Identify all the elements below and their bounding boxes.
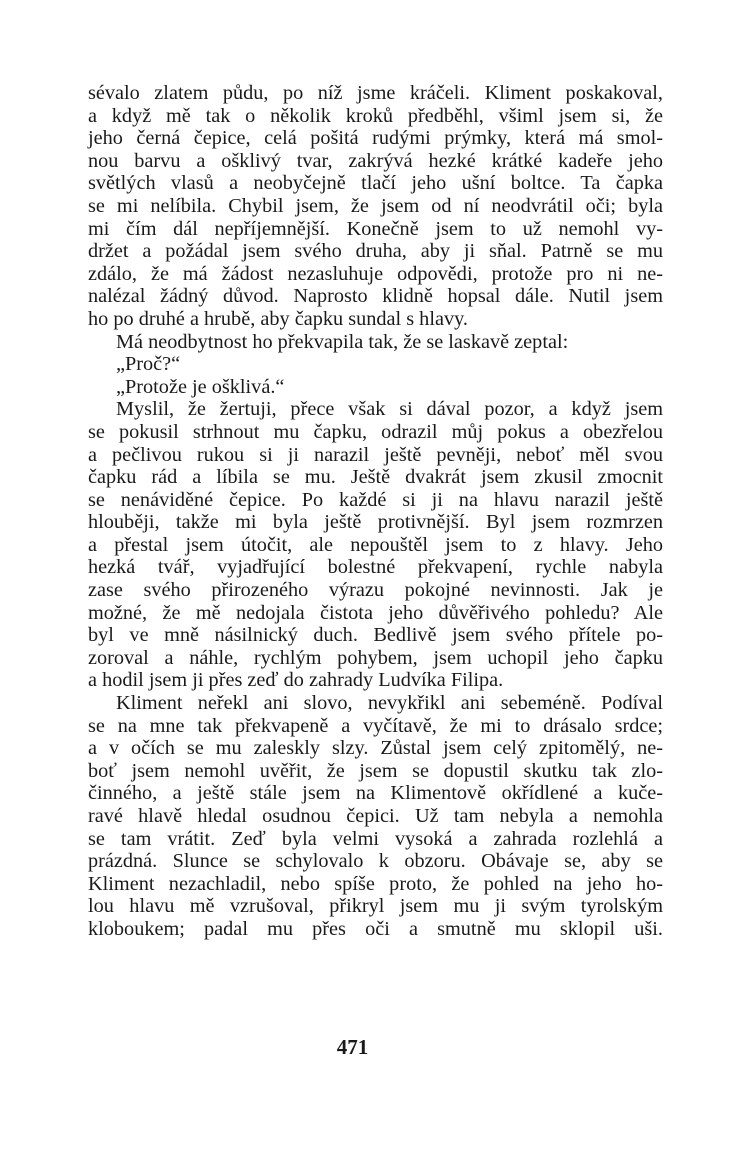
text-line: čapku rád a líbila se mu. Ještě dvakrát jsem zkusil zmocnit	[88, 466, 663, 489]
text-line: možné, že mě nedojala čistota jeho důvěřivého pohledu? Ale	[88, 601, 663, 624]
text-line: boť jsem nemohl uvěřit, že jsem se dopustil skutku tak zlo-	[88, 759, 663, 782]
page-number: 471	[336, 1035, 369, 1059]
text-line: se mi nelíbila. Chybil jsem, že jsem od ní neodvrátil oči; byla	[88, 194, 663, 217]
text-line: a v očích se mu zaleskly slzy. Zůstal jsem celý zpitomělý, ne-	[88, 737, 663, 760]
text-line: zase svého přirozeného výrazu pokojné nevinnosti. Jak je	[88, 579, 663, 602]
text-line: Myslil, že žertuji, přece však si dával pozor, a když jsem	[116, 398, 663, 421]
text-line: ravé hlavě hledal osudnou čepici. Už tam nebyla a nemohla	[88, 805, 663, 827]
text-line: se pokusil strhnout mu čapku, odrazil můj pokus a obezřelou	[88, 420, 663, 443]
text-line: a pečlivou rukou si ji narazil ještě pevněji, neboť měl svou	[88, 443, 663, 466]
text-line: ho po druhé a hrubě, aby čapku sundal s hlavy.	[88, 307, 468, 330]
text-line: „Proč?“	[116, 353, 181, 376]
text-line: a když mě tak o několik kroků předběhl, všiml jsem si, že	[88, 104, 663, 127]
paragraph	[88, 82, 663, 331]
paragraph	[88, 331, 663, 354]
text-line: se tam vrátit. Zeď byla velmi vysoká a zahrada rozlehlá a	[88, 827, 663, 850]
text-line: Kliment nezachladil, nebo spíše proto, že pohled na jeho ho-	[88, 872, 663, 895]
text-line: jeho černá čepice, celá pošitá rudými prýmky, která má smol-	[88, 127, 663, 150]
text-line: zdálo, že má žádost nezasluhuje odpovědi, protože pro ni ne-	[88, 262, 663, 285]
text-line: sévalo zlatem půdu, po níž jsme kráčeli. Kliment poskakoval,	[88, 82, 663, 104]
text-line: hezká tvář, vyjadřující bolestné překvapení, rychle nabyla	[88, 556, 663, 579]
text-line: a hodil jsem ji přes zeď do zahrady Ludvíka Filipa.	[88, 669, 504, 692]
text-line: lou hlavu mě vzrušoval, přikryl jsem mu ji svým tyrolským	[88, 895, 663, 918]
text-line: nalézal žádný důvod. Naprosto klidně hopsal dále. Nutil jsem	[88, 285, 663, 308]
text-line: se na mne tak překvapeně a vyčítavě, že mi to drásalo srdce;	[88, 714, 663, 737]
body-text	[88, 82, 663, 941]
text-line: držet a požádal jsem svého druha, aby ji sňal. Patrně se mu	[88, 240, 663, 263]
text-line: kloboukem; padal mu přes oči a smutně mu sklopil uši.	[88, 917, 663, 940]
text-line: „Protože je ošklivá.“	[116, 375, 285, 398]
text-line: a přestal jsem útočit, ale nepouštěl jsem to z hlavy. Jeho	[88, 533, 663, 556]
paragraph	[88, 692, 663, 941]
text-line: prázdná. Slunce se schylovalo k obzoru. Obávaje se, aby se	[88, 850, 663, 873]
text-line: byl ve mně násilnický duch. Bedlivě jsem svého přítele po-	[88, 624, 663, 647]
text-line: světlých vlasů a neobyčejně tlačí jeho ušní boltce. Ta čapka	[88, 172, 663, 195]
paragraph	[88, 353, 663, 376]
paragraph	[88, 398, 663, 692]
text-line: hlouběji, takže mi byla ještě protivnější. Byl jsem rozmrzen	[88, 511, 663, 534]
text-line: Kliment neřekl ani slovo, nevykřikl ani sebeméně. Podíval	[116, 692, 663, 715]
text-line: činného, a ještě stále jsem na Klimentově okřídlené a kuče-	[88, 782, 663, 805]
text-line: nou barvu a ošklivý tvar, zakrývá hezké krátké kadeře jeho	[88, 149, 663, 172]
text-line: se nenáviděné čepice. Po každé si ji na hlavu narazil ještě	[88, 488, 663, 511]
text-line: Má neodbytnost ho překvapila tak, že se laskavě zeptal:	[116, 330, 569, 353]
paragraph	[88, 376, 663, 399]
text-line: mi čím dál nepříjemnější. Konečně jsem to už nemohl vy-	[88, 217, 663, 240]
text-line: zoroval a náhle, rychlým pohybem, jsem uchopil jeho čapku	[88, 646, 663, 669]
